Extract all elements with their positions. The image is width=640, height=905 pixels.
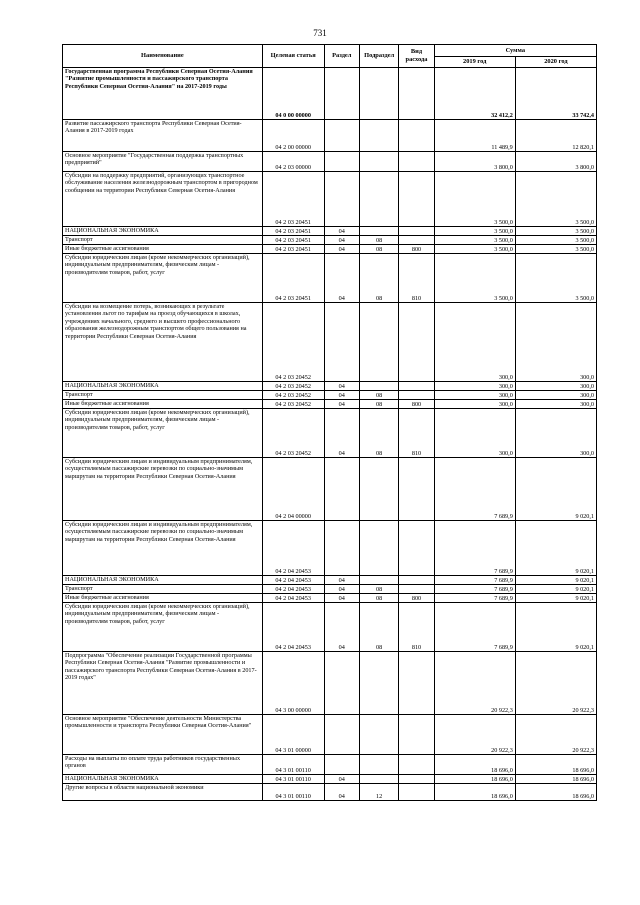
cell-sum-2020: 9 020,1 [515, 603, 596, 652]
cell-target: 04 2 04 20453 [262, 603, 324, 652]
cell-expense-type [399, 391, 434, 400]
cell-target: 04 0 00 00000 [262, 68, 324, 120]
cell-subsection: 08 [359, 391, 399, 400]
cell-sum-2019: 18 696,0 [434, 775, 515, 784]
cell-section: 04 [324, 245, 359, 254]
cell-subsection: 08 [359, 245, 399, 254]
cell-target: 04 2 04 20453 [262, 576, 324, 585]
cell-section [324, 68, 359, 120]
header-expense-type: Вид расхода [399, 45, 434, 68]
cell-section [324, 172, 359, 227]
cell-subsection [359, 227, 399, 236]
cell-section: 04 [324, 603, 359, 652]
cell-sum-2020: 300,0 [515, 409, 596, 458]
cell-sum-2019: 3 500,0 [434, 172, 515, 227]
table-body [63, 68, 597, 801]
table-row [63, 120, 597, 152]
cell-expense-type [399, 652, 434, 715]
cell-name: Государственная программа Республики Северная Осетия-Алания "Развитие промышленности и пассажирского транспорта Республики Северная Осетия-Алания" на 2017-2019 годы [63, 68, 263, 120]
cell-name: Субсидии юридическим лицам (кроме некоммерческих организаций), индивидуальным предпринимателям, физическим лицам - производителям товаров, работ, услуг [63, 603, 263, 652]
cell-subsection [359, 152, 399, 172]
table-row [63, 784, 597, 801]
cell-expense-type: 810 [399, 409, 434, 458]
table-row [63, 585, 597, 594]
cell-expense-type [399, 236, 434, 245]
cell-expense-type [399, 585, 434, 594]
cell-expense-type [399, 458, 434, 521]
cell-target: 04 2 03 20452 [262, 303, 324, 382]
cell-sum-2019: 7 689,9 [434, 603, 515, 652]
cell-sum-2020: 3 500,0 [515, 172, 596, 227]
cell-subsection [359, 755, 399, 775]
cell-name: Субсидии на поддержку предприятий, организующих транспортное обслуживание населения железнодорожным транспортом в пригородном сообщении на территории Республики Северная Осетия-Алания [63, 172, 263, 227]
cell-sum-2019: 3 500,0 [434, 227, 515, 236]
cell-subsection [359, 120, 399, 152]
cell-sum-2019: 3 800,0 [434, 152, 515, 172]
cell-section [324, 652, 359, 715]
cell-sum-2019: 7 689,9 [434, 521, 515, 576]
table-row [63, 227, 597, 236]
table-row [63, 521, 597, 576]
cell-subsection: 12 [359, 784, 399, 801]
cell-expense-type: 810 [399, 254, 434, 303]
cell-sum-2020: 300,0 [515, 382, 596, 391]
cell-name: Субсидии юридическим лицам (кроме некоммерческих организаций), индивидуальным предпринимателям, физическим лицам - производителям товаров, работ, услуг [63, 409, 263, 458]
cell-expense-type [399, 784, 434, 801]
cell-name: Иные бюджетные ассигнования [63, 245, 263, 254]
cell-target: 04 2 03 20452 [262, 400, 324, 409]
cell-sum-2019: 300,0 [434, 409, 515, 458]
table-row [63, 576, 597, 585]
cell-sum-2019: 7 689,9 [434, 576, 515, 585]
cell-subsection [359, 521, 399, 576]
cell-target: 04 2 03 20451 [262, 245, 324, 254]
table-row [63, 303, 597, 382]
table-row [63, 245, 597, 254]
cell-name: Субсидии юридическим лицам и индивидуальным предпринимателям, осуществляемым пассажирские перевозки по социально-значимым маршрутам на территории Республики Северная Осетия-Алания [63, 458, 263, 521]
header-year-2020: 2020 год [515, 57, 596, 68]
table-row [63, 409, 597, 458]
cell-sum-2019: 300,0 [434, 391, 515, 400]
cell-target: 04 2 03 20451 [262, 236, 324, 245]
header-year-2019: 2019 год [434, 57, 515, 68]
cell-name: НАЦИОНАЛЬНАЯ ЭКОНОМИКА [63, 382, 263, 391]
cell-sum-2019: 300,0 [434, 303, 515, 382]
header-sum: Сумма [434, 45, 596, 57]
cell-section: 04 [324, 254, 359, 303]
cell-expense-type [399, 152, 434, 172]
cell-sum-2020: 20 922,3 [515, 715, 596, 755]
cell-expense-type [399, 521, 434, 576]
header-name: Наименование [63, 45, 263, 68]
cell-name: Субсидии на возмещение потерь, возникающих в результате установления льгот по тарифам на проезд обучающихся в школах, учреждениях начального, среднего и высшего профессионального образования железнодорожным транспортом общего пользования на территории Республики Северная Осетия-Алания [63, 303, 263, 382]
cell-section [324, 755, 359, 775]
cell-sum-2020: 18 696,0 [515, 775, 596, 784]
cell-subsection [359, 382, 399, 391]
cell-subsection [359, 68, 399, 120]
cell-name: Основное мероприятие "Обеспечение деятельности Министерства промышленности и транспорта Республики Северная Осетия-Алания" [63, 715, 263, 755]
cell-sum-2020: 3 500,0 [515, 227, 596, 236]
cell-target: 04 3 01 00000 [262, 715, 324, 755]
cell-expense-type [399, 576, 434, 585]
cell-sum-2019: 20 922,3 [434, 715, 515, 755]
cell-expense-type [399, 715, 434, 755]
cell-expense-type [399, 755, 434, 775]
cell-target: 04 3 01 00110 [262, 755, 324, 775]
cell-subsection: 08 [359, 585, 399, 594]
cell-sum-2020: 300,0 [515, 391, 596, 400]
cell-target: 04 2 04 20453 [262, 585, 324, 594]
cell-section [324, 458, 359, 521]
cell-section: 04 [324, 382, 359, 391]
cell-section: 04 [324, 594, 359, 603]
cell-section: 04 [324, 784, 359, 801]
cell-expense-type: 800 [399, 245, 434, 254]
cell-name: Транспорт [63, 391, 263, 400]
cell-target: 04 2 04 00000 [262, 458, 324, 521]
cell-expense-type: 810 [399, 603, 434, 652]
cell-section [324, 715, 359, 755]
cell-subsection [359, 715, 399, 755]
cell-subsection [359, 775, 399, 784]
cell-sum-2019: 7 689,9 [434, 594, 515, 603]
cell-target: 04 3 01 00110 [262, 784, 324, 801]
table-row [63, 775, 597, 784]
cell-sum-2019: 18 696,0 [434, 755, 515, 775]
cell-section [324, 120, 359, 152]
cell-sum-2020: 9 020,1 [515, 576, 596, 585]
cell-name: Другие вопросы в области национальной экономики [63, 784, 263, 801]
cell-section: 04 [324, 227, 359, 236]
cell-target: 04 2 03 20451 [262, 227, 324, 236]
cell-expense-type: 800 [399, 594, 434, 603]
table-row [63, 254, 597, 303]
cell-sum-2020: 18 696,0 [515, 755, 596, 775]
cell-sum-2020: 3 500,0 [515, 236, 596, 245]
cell-subsection: 08 [359, 400, 399, 409]
cell-name: Основное мероприятие "Государственная поддержка транспортных предприятий" [63, 152, 263, 172]
cell-sum-2019: 32 412,2 [434, 68, 515, 120]
cell-target: 04 2 03 20451 [262, 254, 324, 303]
cell-target: 04 2 00 00000 [262, 120, 324, 152]
cell-subsection: 08 [359, 603, 399, 652]
cell-sum-2019: 300,0 [434, 382, 515, 391]
cell-sum-2020: 9 020,1 [515, 521, 596, 576]
cell-sum-2020: 3 800,0 [515, 152, 596, 172]
cell-section: 04 [324, 576, 359, 585]
cell-sum-2020: 12 820,1 [515, 120, 596, 152]
table-row [63, 458, 597, 521]
cell-section [324, 152, 359, 172]
cell-section: 04 [324, 409, 359, 458]
cell-sum-2020: 3 500,0 [515, 254, 596, 303]
cell-sum-2019: 20 922,3 [434, 652, 515, 715]
table-row [63, 152, 597, 172]
cell-section [324, 303, 359, 382]
cell-sum-2020: 300,0 [515, 400, 596, 409]
cell-subsection [359, 652, 399, 715]
cell-sum-2020: 33 742,4 [515, 68, 596, 120]
cell-sum-2019: 11 489,9 [434, 120, 515, 152]
cell-sum-2020: 9 020,1 [515, 458, 596, 521]
cell-sum-2020: 20 922,3 [515, 652, 596, 715]
cell-name: Субсидии юридическим лицам (кроме некоммерческих организаций), индивидуальным предпринимателям, физическим лицам - производителям товаров, работ, услуг [63, 254, 263, 303]
budget-table [62, 44, 597, 801]
table-row [63, 715, 597, 755]
cell-section: 04 [324, 585, 359, 594]
cell-expense-type [399, 382, 434, 391]
cell-target: 04 2 04 20453 [262, 594, 324, 603]
cell-name: Иные бюджетные ассигнования [63, 400, 263, 409]
cell-expense-type [399, 172, 434, 227]
cell-section: 04 [324, 775, 359, 784]
cell-subsection [359, 172, 399, 227]
cell-name: Развитие пассажирского транспорта Республики Северная Осетия-Алания в 2017-2019 годах [63, 120, 263, 152]
cell-target: 04 3 01 00110 [262, 775, 324, 784]
cell-name: НАЦИОНАЛЬНАЯ ЭКОНОМИКА [63, 576, 263, 585]
cell-section: 04 [324, 391, 359, 400]
cell-subsection [359, 576, 399, 585]
cell-subsection [359, 458, 399, 521]
cell-subsection: 08 [359, 236, 399, 245]
cell-target: 04 2 04 20453 [262, 521, 324, 576]
header-subsection: Подраздел [359, 45, 399, 68]
cell-expense-type [399, 303, 434, 382]
cell-expense-type [399, 227, 434, 236]
cell-sum-2020: 3 500,0 [515, 245, 596, 254]
table-row [63, 68, 597, 120]
cell-name: Подпрограмма "Обеспечение реализации Государственной программы Республики Северная Осетия-Алания "Развитие промышленности и пассажирского транспорта Республики Северная Осетия-Алания в 2017-2019 годах" [63, 652, 263, 715]
table-row [63, 400, 597, 409]
cell-subsection: 08 [359, 254, 399, 303]
cell-expense-type: 800 [399, 400, 434, 409]
header-section: Раздел [324, 45, 359, 68]
cell-target: 04 2 03 20452 [262, 391, 324, 400]
table-row [63, 172, 597, 227]
cell-sum-2019: 7 689,9 [434, 585, 515, 594]
cell-target: 04 2 03 00000 [262, 152, 324, 172]
table-row [63, 382, 597, 391]
cell-sum-2019: 3 500,0 [434, 236, 515, 245]
table-row [63, 603, 597, 652]
cell-target: 04 2 03 20451 [262, 172, 324, 227]
cell-subsection: 08 [359, 409, 399, 458]
cell-target: 04 2 03 20452 [262, 382, 324, 391]
cell-sum-2019: 3 500,0 [434, 254, 515, 303]
cell-sum-2020: 300,0 [515, 303, 596, 382]
cell-subsection: 08 [359, 594, 399, 603]
cell-sum-2020: 9 020,1 [515, 594, 596, 603]
cell-name: НАЦИОНАЛЬНАЯ ЭКОНОМИКА [63, 775, 263, 784]
cell-name: Транспорт [63, 585, 263, 594]
cell-expense-type [399, 68, 434, 120]
cell-target: 04 3 00 00000 [262, 652, 324, 715]
cell-sum-2019: 18 696,0 [434, 784, 515, 801]
cell-name: Иные бюджетные ассигнования [63, 594, 263, 603]
cell-expense-type [399, 775, 434, 784]
cell-sum-2019: 7 689,9 [434, 458, 515, 521]
page-number: 731 [313, 28, 327, 38]
cell-name: Субсидии юридическим лицам и индивидуальным предпринимателям, осуществляемым пассажирские перевозки по социально-значимым маршрутам на территории Республики Северная Осетия-Алания [63, 521, 263, 576]
cell-name: НАЦИОНАЛЬНАЯ ЭКОНОМИКА [63, 227, 263, 236]
table-row [63, 594, 597, 603]
table-row [63, 236, 597, 245]
table-row [63, 652, 597, 715]
cell-name: Транспорт [63, 236, 263, 245]
cell-name: Расходы на выплаты по оплате труда работников государственных органов [63, 755, 263, 775]
header-target: Целевая статья [262, 45, 324, 68]
cell-section [324, 521, 359, 576]
cell-target: 04 2 03 20452 [262, 409, 324, 458]
table-row [63, 391, 597, 400]
cell-sum-2019: 3 500,0 [434, 245, 515, 254]
cell-sum-2020: 9 020,1 [515, 585, 596, 594]
cell-subsection [359, 303, 399, 382]
cell-sum-2020: 18 696,0 [515, 784, 596, 801]
cell-expense-type [399, 120, 434, 152]
cell-section: 04 [324, 400, 359, 409]
cell-sum-2019: 300,0 [434, 400, 515, 409]
cell-section: 04 [324, 236, 359, 245]
table-row [63, 755, 597, 775]
